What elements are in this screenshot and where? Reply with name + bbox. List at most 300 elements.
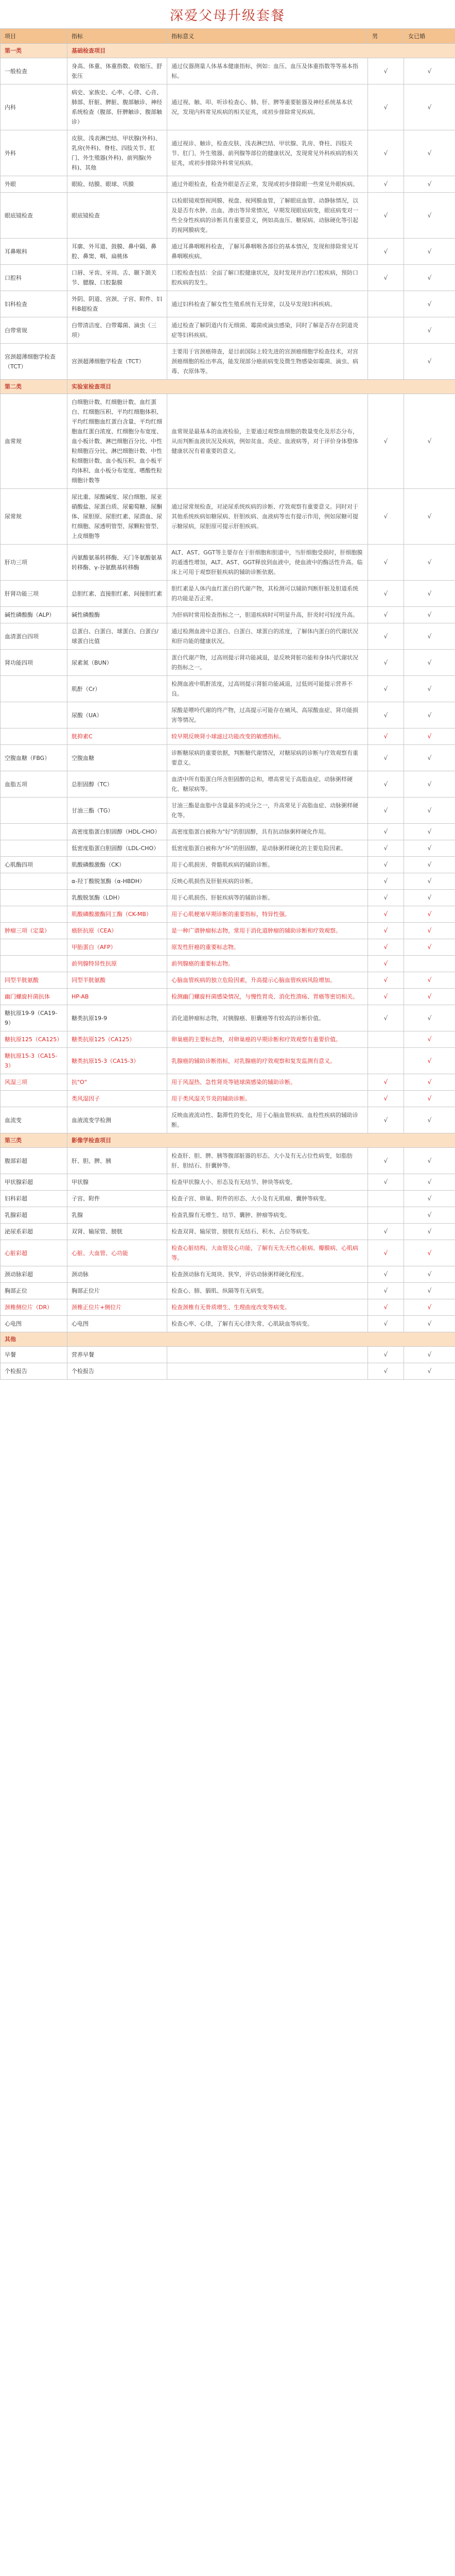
indicator-cell: 空腹血糖 — [67, 745, 167, 771]
item-cell: 甲状腺彩超 — [1, 1174, 67, 1191]
indicator-cell: 肌酸磷酸激酶同工酶（CK-MB） — [67, 906, 167, 923]
indicator-cell: 糖类抗原125（CA125） — [67, 1031, 167, 1048]
meaning-cell: 通过耳鼻咽喉科检查，了解耳鼻咽喉各部位的基本情况，发现和排除常见耳鼻咽喉疾病。 — [167, 239, 368, 265]
meaning-cell: 检查心、肺、膈肌、纵隔等有无病变。 — [167, 1283, 368, 1299]
item-cell: 同型半胱氨酸 — [1, 972, 67, 989]
female-check-cell: √ — [404, 545, 455, 581]
male-check-cell: √ — [368, 1074, 404, 1091]
female-check-cell: √ — [404, 84, 455, 130]
item-cell: 风湿三项 — [1, 1074, 67, 1091]
table-row — [1, 1091, 455, 1107]
table-row — [1, 193, 455, 239]
table-row — [1, 607, 455, 623]
female-check-cell: √ — [404, 702, 455, 728]
meaning-cell: 胆红素是人体内血红蛋白的代谢产物，其检测可以辅助判断肝脏及胆道系统的功能是否正常。 — [167, 581, 368, 607]
male-check-cell: √ — [368, 972, 404, 989]
indicator-cell: 肌酸磷酸激酶（CK） — [67, 857, 167, 873]
female-check-cell: √ — [404, 291, 455, 317]
item-cell: 肝肾功能三项 — [1, 581, 67, 607]
meaning-cell: 血常规是最基本的血液检验，主要通过观察血细胞的数量变化及形态分布，从而判断血液状况及疾病，例如贫血、炎症、血液病等，对于评价身体整体健康状况有着重要的意义。 — [167, 394, 368, 489]
indicator-cell: 丙氨酸氨基转移酶、天门冬氨酸氨基转移酶、γ-谷氨酰基转移酶 — [67, 545, 167, 581]
indicator-cell: 双肾、输尿管、膀胱 — [67, 1224, 167, 1240]
indicator-cell: 耳廓、外耳道、鼓膜、鼻中隔、鼻腔、鼻窦、咽、扁桃体 — [67, 239, 167, 265]
female-check-cell: √ — [404, 265, 455, 291]
female-check-cell: √ — [404, 581, 455, 607]
column-header-meaning: 指标意义 — [167, 29, 368, 44]
table-row — [1, 873, 455, 890]
indicator-cell: 胸部正位片 — [67, 1283, 167, 1299]
indicator-cell: 低密度脂蛋白胆固醇（LDL-CHO） — [67, 840, 167, 857]
female-check-cell: √ — [404, 1240, 455, 1266]
female-check-cell: √ — [404, 1299, 455, 1316]
table-row — [1, 745, 455, 771]
table-row — [1, 58, 455, 84]
meaning-cell: 检查甲状腺大小、形态及有无结节、肿块等病变。 — [167, 1174, 368, 1191]
female-check-cell: √ — [404, 890, 455, 906]
meaning-cell: 甘油三酯是血脂中含量最多的成分之一，升高常见于高脂血症、动脉粥样硬化等。 — [167, 798, 368, 824]
column-header-female: 女已婚 — [404, 29, 455, 44]
indicator-cell: 眼睑、结膜、眼球、巩膜 — [67, 176, 167, 193]
item-cell: 幽门螺旋杆菌抗体 — [1, 989, 67, 1005]
indicator-cell: 甘油三酯（TG） — [67, 798, 167, 824]
item-cell: 血脂五项 — [1, 771, 67, 798]
male-check-cell: √ — [368, 1266, 404, 1283]
indicator-cell: 宫颈超薄细胞学检查（TCT） — [67, 344, 167, 380]
table-row — [1, 906, 455, 923]
item-cell: 胸部正位 — [1, 1283, 67, 1299]
female-check-cell: √ — [404, 317, 455, 344]
item-cell — [1, 873, 67, 890]
female-check-cell: √ — [404, 771, 455, 798]
table-row — [1, 1363, 455, 1380]
male-check-cell: √ — [368, 239, 404, 265]
male-check-cell: √ — [368, 1148, 404, 1174]
female-check-cell: √ — [404, 239, 455, 265]
table-row — [1, 291, 455, 317]
table-row — [1, 956, 455, 972]
item-cell: 心电图 — [1, 1316, 67, 1332]
female-check-cell: √ — [404, 650, 455, 676]
meaning-cell: 通过外眼检查，检查外眼是否正常，发现或初步排除眼一些常见外眼疾病。 — [167, 176, 368, 193]
table-row — [1, 676, 455, 702]
meaning-cell: 检查双肾、输尿管、膀胱有无结石、积水、占位等病变。 — [167, 1224, 368, 1240]
item-cell: 颈动脉彩超 — [1, 1266, 67, 1283]
meaning-cell: 反映血液流动性、黏滞性的变化，用于心脑血管疾病、血栓性疾病的辅助诊断。 — [167, 1107, 368, 1133]
column-header-item: 项目 — [1, 29, 67, 44]
male-check-cell — [368, 1191, 404, 1207]
table-row — [1, 939, 455, 956]
section-name: 第三类 — [1, 1133, 67, 1148]
meaning-cell: 检查心率、心律，了解有无心律失常、心肌缺血等病变。 — [167, 1316, 368, 1332]
male-check-cell: √ — [368, 176, 404, 193]
male-check-cell: √ — [368, 956, 404, 972]
indicator-cell: 皮肤、浅表淋巴结、甲状腺(外科)、乳房(外科)、脊柱、四肢关节、肛门、外生殖器(外科)、前列腺(外科)、其他 — [67, 130, 167, 176]
male-check-cell: √ — [368, 702, 404, 728]
table-body — [1, 44, 455, 1380]
table-row — [1, 771, 455, 798]
male-check-cell — [368, 317, 404, 344]
male-check-cell: √ — [368, 265, 404, 291]
table-row — [1, 650, 455, 676]
male-check-cell — [368, 1207, 404, 1224]
female-check-cell: √ — [404, 798, 455, 824]
female-check-cell: √ — [404, 939, 455, 956]
meaning-cell: 是一种广谱肿瘤标志物，常用于消化道肿瘤的辅助诊断和疗效观察。 — [167, 923, 368, 939]
item-cell — [1, 728, 67, 745]
indicator-cell: 类风湿因子 — [67, 1091, 167, 1107]
meaning-cell: 低密度脂蛋白被称为"坏"的胆固醇，是动脉粥样硬化的主要危险因素。 — [167, 840, 368, 857]
item-cell: 妇科彩超 — [1, 1191, 67, 1207]
indicator-cell: 身高、体重、体重指数、收缩压、舒张压 — [67, 58, 167, 84]
item-cell: 口腔科 — [1, 265, 67, 291]
meaning-cell: 通过视、触、叩、听诊检查心、肺、肝、脾等重要脏器及神经系统基本状况，发现内科常见疾病的相关征兆，或初步排除常见疾病。 — [167, 84, 368, 130]
indicator-cell: 尿素氮（BUN） — [67, 650, 167, 676]
table-row — [1, 1107, 455, 1133]
item-cell: 耳鼻喉科 — [1, 239, 67, 265]
meaning-cell: 检测幽门螺旋杆菌感染情况，与慢性胃炎、消化性溃疡、胃癌等密切相关。 — [167, 989, 368, 1005]
male-check-cell: √ — [368, 1299, 404, 1316]
meaning-cell: 通过检测血液中总蛋白、白蛋白、球蛋白的浓度，了解体内蛋白的代谢状况和肝功能的健康状况。 — [167, 623, 368, 650]
table-row — [1, 1299, 455, 1316]
item-cell: 糖抗原19-9（CA19-9） — [1, 1005, 67, 1031]
indicator-cell: 尿酸（UA） — [67, 702, 167, 728]
meaning-cell: 检查颈椎有无骨质增生、生理曲度改变等病变。 — [167, 1299, 368, 1316]
male-check-cell: √ — [368, 873, 404, 890]
section-row — [1, 380, 455, 394]
table-header-row — [1, 29, 455, 44]
female-check-cell: √ — [404, 1224, 455, 1240]
indicator-cell: 营养早餐 — [67, 1347, 167, 1363]
indicator-cell: 颈动脉 — [67, 1266, 167, 1283]
male-check-cell: √ — [368, 890, 404, 906]
meaning-cell: 用于心肌损害、骨骼肌疾病的辅助诊断。 — [167, 857, 368, 873]
item-cell: 血流变 — [1, 1107, 67, 1133]
table-row — [1, 84, 455, 130]
female-check-cell: √ — [404, 1207, 455, 1224]
meaning-cell: 原发性肝癌的重要标志物。 — [167, 939, 368, 956]
female-check-cell: √ — [404, 745, 455, 771]
male-check-cell: √ — [368, 1240, 404, 1266]
item-cell: 肝功三项 — [1, 545, 67, 581]
indicator-cell: 个检报告 — [67, 1363, 167, 1380]
female-check-cell: √ — [404, 607, 455, 623]
indicator-cell: 外阴、阴道、宫颈、子宫、附件、妇科B超检查 — [67, 291, 167, 317]
female-check-cell: √ — [404, 728, 455, 745]
indicator-cell: 糖类抗原19-9 — [67, 1005, 167, 1031]
section-row — [1, 44, 455, 58]
table-row — [1, 317, 455, 344]
female-check-cell: √ — [404, 1091, 455, 1107]
table-row — [1, 1174, 455, 1191]
table-row — [1, 239, 455, 265]
meaning-cell — [167, 1347, 368, 1363]
meaning-cell: 用于心肌损伤、肝脏疾病等的辅助诊断。 — [167, 890, 368, 906]
female-check-cell: √ — [404, 394, 455, 489]
indicator-cell: 血液流变学检测 — [67, 1107, 167, 1133]
item-cell — [1, 702, 67, 728]
item-cell — [1, 939, 67, 956]
meaning-cell: 蛋白代谢产物，过高则提示肾功能减退，是反映肾脏功能和身体内代谢状况的指标之一。 — [167, 650, 368, 676]
section-name: 其他 — [1, 1332, 67, 1347]
indicator-cell: 碱性磷酸酶 — [67, 607, 167, 623]
section-subtitle — [67, 1332, 455, 1347]
indicator-cell: 甲胎蛋白（AFP） — [67, 939, 167, 956]
table-row — [1, 1207, 455, 1224]
section-row — [1, 1332, 455, 1347]
item-cell: 早餐 — [1, 1347, 67, 1363]
item-cell: 腹部彩超 — [1, 1148, 67, 1174]
table-row — [1, 1031, 455, 1048]
table-row — [1, 1224, 455, 1240]
meaning-cell: 为肝病时常用检查指标之一，胆道疾病时可明显升高，肝炎时可轻度升高。 — [167, 607, 368, 623]
section-subtitle: 基础检查项目 — [67, 44, 455, 58]
male-check-cell: √ — [368, 545, 404, 581]
indicator-cell: 颈椎正位片+侧位片 — [67, 1299, 167, 1316]
table-row — [1, 1074, 455, 1091]
female-check-cell: √ — [404, 1074, 455, 1091]
meaning-cell: 通过仪器测量人体基本健康指标，例如：血压、血压及体重指数等等基本指标。 — [167, 58, 368, 84]
male-check-cell: √ — [368, 1347, 404, 1363]
female-check-cell: √ — [404, 676, 455, 702]
female-check-cell: √ — [404, 824, 455, 840]
meaning-cell: 血清中所有脂蛋白所含胆固醇的总和，增高常见于高脂血症、动脉粥样硬化、糖尿病等。 — [167, 771, 368, 798]
male-check-cell: √ — [368, 728, 404, 745]
item-cell — [1, 906, 67, 923]
female-check-cell: √ — [404, 873, 455, 890]
indicator-cell: 同型半胱氨酸 — [67, 972, 167, 989]
female-check-cell: √ — [404, 972, 455, 989]
indicator-cell: 白带清洁度、白带霉菌、滴虫（三项） — [67, 317, 167, 344]
indicator-cell: 总胆固醇（TC） — [67, 771, 167, 798]
indicator-cell: 癌胚抗原（CEA） — [67, 923, 167, 939]
table-row — [1, 1283, 455, 1299]
male-check-cell — [368, 344, 404, 380]
male-check-cell: √ — [368, 607, 404, 623]
male-check-cell: √ — [368, 824, 404, 840]
table-row — [1, 1191, 455, 1207]
female-check-cell: √ — [404, 130, 455, 176]
item-cell: 个检报告 — [1, 1363, 67, 1380]
indicator-cell: 子宫、附件 — [67, 1191, 167, 1207]
meaning-cell: 检查子宫、卵巢、附件的形态、大小及有无肌瘤、囊肿等病变。 — [167, 1191, 368, 1207]
meaning-cell: 诊断糖尿病的重要依据，判断糖代谢情况，对糖尿病的诊断与疗效观察有重要意义。 — [167, 745, 368, 771]
male-check-cell: √ — [368, 1363, 404, 1380]
indicator-cell: 口唇、牙齿、牙周、舌、颞下颌关节、腮腺、口腔黏膜 — [67, 265, 167, 291]
female-check-cell: √ — [404, 857, 455, 873]
item-cell: 空腹血糖（FBG） — [1, 745, 67, 771]
column-header-indicator: 指标 — [67, 29, 167, 44]
male-check-cell: √ — [368, 840, 404, 857]
meaning-cell: 通过尿常规检查，对泌尿系统疾病的诊断、疗效观察有重要意义。同时对于其他系统疾病如糖尿病、肝胆疾病、血液病等也有提示作用，例如尿糖可提示糖尿病，尿胆原可提示肝胆疾病。 — [167, 489, 368, 545]
meaning-cell: 用于风湿热、急性肾炎等链球菌感染的辅助诊断。 — [167, 1074, 368, 1091]
table-row — [1, 623, 455, 650]
female-check-cell: √ — [404, 1048, 455, 1074]
meaning-cell: 通过妇科检查了解女性生殖系统有无异常，以及早发现妇科疾病。 — [167, 291, 368, 317]
male-check-cell: √ — [368, 923, 404, 939]
female-check-cell: √ — [404, 1107, 455, 1133]
table-row — [1, 1240, 455, 1266]
male-check-cell: √ — [368, 1005, 404, 1031]
indicator-cell: 胱抑素C — [67, 728, 167, 745]
indicator-cell: 总胆红素、直接胆红素、间接胆红素 — [67, 581, 167, 607]
item-cell: 妇科检查 — [1, 291, 67, 317]
table-row — [1, 1347, 455, 1363]
item-cell: 尿常规 — [1, 489, 67, 545]
table-row — [1, 545, 455, 581]
table-row — [1, 1005, 455, 1031]
table-row — [1, 923, 455, 939]
female-check-cell: √ — [404, 989, 455, 1005]
table-row — [1, 824, 455, 840]
meaning-cell: 检查肝、胆、脾、胰等腹部脏器的形态、大小及有无占位性病变，如脂肪肝、胆结石、肝囊肿等。 — [167, 1148, 368, 1174]
table-row — [1, 840, 455, 857]
table-row — [1, 394, 455, 489]
indicator-cell: 糖类抗原15-3（CA15-3） — [67, 1048, 167, 1074]
male-check-cell: √ — [368, 906, 404, 923]
table-row — [1, 989, 455, 1005]
female-check-cell: √ — [404, 1174, 455, 1191]
female-check-cell: √ — [404, 840, 455, 857]
meaning-cell: 口腔检查包括：全面了解口腔健康状况，及时发现并治疗口腔疾病，预防口腔疾病的发生。 — [167, 265, 368, 291]
male-check-cell: √ — [368, 1107, 404, 1133]
item-cell: 肾功能四项 — [1, 650, 67, 676]
section-subtitle: 影像学检查项目 — [67, 1133, 455, 1148]
male-check-cell: √ — [368, 989, 404, 1005]
section-subtitle: 实验室检查项目 — [67, 380, 455, 394]
item-cell — [1, 1091, 67, 1107]
item-cell — [1, 890, 67, 906]
male-check-cell — [368, 1031, 404, 1048]
meaning-cell: 主要用于宫颈癌筛查，是目前国际上较先进的宫颈癌细胞学检查技术，对宫颈癌细胞的检出率高，能发现部分癌前病变及微生物感染如霉菌、滴虫、病毒、衣原体等。 — [167, 344, 368, 380]
male-check-cell: √ — [368, 1091, 404, 1107]
female-check-cell — [404, 956, 455, 972]
female-check-cell: √ — [404, 1005, 455, 1031]
female-check-cell: √ — [404, 58, 455, 84]
male-check-cell: √ — [368, 193, 404, 239]
meaning-cell: 高密度脂蛋白被称为"好"的胆固醇，具有抗动脉粥样硬化作用。 — [167, 824, 368, 840]
meaning-cell: 尿酸是嘌呤代谢的终产物，过高提示可能存在痛风、高尿酸血症、肾功能损害等情况。 — [167, 702, 368, 728]
item-cell: 血清蛋白四项 — [1, 623, 67, 650]
item-cell — [1, 824, 67, 840]
item-cell: 糖抗原125（CA125） — [1, 1031, 67, 1048]
item-cell — [1, 840, 67, 857]
female-check-cell: √ — [404, 1363, 455, 1380]
indicator-cell: 肝、胆、脾、胰 — [67, 1148, 167, 1174]
section-name: 第一类 — [1, 44, 67, 58]
meaning-cell: 乳腺癌的辅助诊断指标，对乳腺癌的疗效观察和复发监测有意义。 — [167, 1048, 368, 1074]
item-cell: 颈椎侧位片（DR） — [1, 1299, 67, 1316]
meaning-cell: 反映心肌损伤及肝脏疾病的诊断。 — [167, 873, 368, 890]
meaning-cell: ALT、AST、GGT等主要存在于肝细胞和胆道中，当肝细胞受损时，肝细胞膜的通透性增加，ALT、AST、GGT释放到血液中，使血液中的酶活性升高。临床上可用于观察肝脏疾病的辅助诊断依据。 — [167, 545, 368, 581]
female-check-cell: √ — [404, 1347, 455, 1363]
item-cell: 内科 — [1, 84, 67, 130]
female-check-cell: √ — [404, 1148, 455, 1174]
item-cell: 糖抗原15-3（CA15-3） — [1, 1048, 67, 1074]
male-check-cell: √ — [368, 623, 404, 650]
male-check-cell: √ — [368, 798, 404, 824]
table-row — [1, 265, 455, 291]
meaning-cell: 用于心肌梗塞早期诊断的重要指标，特异性强。 — [167, 906, 368, 923]
item-cell: 白带常规 — [1, 317, 67, 344]
item-cell: 外科 — [1, 130, 67, 176]
meaning-cell: 卵巢癌的主要标志物，对卵巢癌的早期诊断和疗效观察有重要价值。 — [167, 1031, 368, 1048]
item-cell: 眼底镜检查 — [1, 193, 67, 239]
meaning-cell: 检查颈动脉有无斑块、狭窄，评估动脉粥样硬化程度。 — [167, 1266, 368, 1283]
indicator-cell: 前列腺特异性抗原 — [67, 956, 167, 972]
female-check-cell: √ — [404, 1283, 455, 1299]
female-check-cell: √ — [404, 906, 455, 923]
table-row — [1, 344, 455, 380]
indicator-cell: 甲状腺 — [67, 1174, 167, 1191]
item-cell — [1, 676, 67, 702]
table-row — [1, 798, 455, 824]
male-check-cell — [368, 1048, 404, 1074]
female-check-cell: √ — [404, 193, 455, 239]
male-check-cell: √ — [368, 1316, 404, 1332]
male-check-cell: √ — [368, 857, 404, 873]
indicator-cell: 抗"O" — [67, 1074, 167, 1091]
item-cell: 一般检查 — [1, 58, 67, 84]
indicator-cell: 心脏、大血管、心功能 — [67, 1240, 167, 1266]
male-check-cell: √ — [368, 84, 404, 130]
meaning-cell: 以检眼镜观察视网膜、视盘、视网膜血管，了解眼底血管、动静脉情况，以及是否有水肿、出血、渗出等异常情况，早期发现眼底病变，眼底病变对一些全身性疾病的诊断具有重要意义，例如高血压、糖尿病、动脉硬化等引起的视网膜病变。 — [167, 193, 368, 239]
item-cell: 外眼 — [1, 176, 67, 193]
meaning-cell: 通过检查了解阴道内有无细菌、霉菌或滴虫感染，同时了解是否存在阴道炎症等妇科疾病。 — [167, 317, 368, 344]
meaning-cell: 通过视诊、触诊，检查皮肤、浅表淋巴结、甲状腺、乳房、脊柱、四肢关节、肛门、外生殖器、前列腺等部位的健康状况，发现常见外科疾病的相关征兆，或初步排除外科常见疾病。 — [167, 130, 368, 176]
table-row — [1, 1266, 455, 1283]
male-check-cell: √ — [368, 1224, 404, 1240]
item-cell: 心肌酶四项 — [1, 857, 67, 873]
meaning-cell — [167, 1363, 368, 1380]
column-header-male: 男 — [368, 29, 404, 44]
table-row — [1, 1048, 455, 1074]
table-row — [1, 702, 455, 728]
page-title: 深爱父母升级套餐 — [169, 8, 285, 24]
meaning-cell: 较早期反映肾小球滤过功能改变的敏感指标。 — [167, 728, 368, 745]
indicator-cell: 乳腺 — [67, 1207, 167, 1224]
meaning-cell: 心脑血管疾病的独立危险因素，升高提示心脑血管疾病风险增加。 — [167, 972, 368, 989]
table-row — [1, 581, 455, 607]
indicator-cell: HP-AB — [67, 989, 167, 1005]
meaning-cell: 检查心脏结构、大血管及心功能，了解有无先天性心脏病、瓣膜病、心肌病等。 — [167, 1240, 368, 1266]
section-name: 第二类 — [1, 380, 67, 394]
indicator-cell: 总蛋白、白蛋白、球蛋白、白蛋白/球蛋白比值 — [67, 623, 167, 650]
male-check-cell: √ — [368, 581, 404, 607]
package-table — [0, 28, 455, 1380]
male-check-cell: √ — [368, 676, 404, 702]
item-cell: 肿瘤三项（定量） — [1, 923, 67, 939]
male-check-cell: √ — [368, 771, 404, 798]
item-cell: 血常规 — [1, 394, 67, 489]
male-check-cell: √ — [368, 130, 404, 176]
indicator-cell: 肌酐（Cr） — [67, 676, 167, 702]
indicator-cell: 尿比重、尿酸碱度、尿白细胞、尿亚硝酸盐、尿蛋白质、尿葡萄糖、尿酮体、尿胆原、尿胆红素、尿潜血、尿红细胞、尿透明管型、尿颗粒管型、上皮细胞等 — [67, 489, 167, 545]
table-row — [1, 176, 455, 193]
meaning-cell: 消化道肿瘤标志物，对胰腺癌、胆囊癌等有较高的诊断价值。 — [167, 1005, 368, 1031]
female-check-cell: √ — [404, 1316, 455, 1332]
item-cell: 心脏彩超 — [1, 1240, 67, 1266]
table-row — [1, 489, 455, 545]
meaning-cell: 检测血液中肌酐浓度，过高则提示肾脏功能减退，过低则可能提示营养不良。 — [167, 676, 368, 702]
table-row — [1, 728, 455, 745]
female-check-cell: √ — [404, 1266, 455, 1283]
indicator-cell: 病史、家族史、心率、心律、心音、肺部、肝脏、脾脏、腹部触诊、神经系统检查（腹部、肝脾触诊、腹部触诊） — [67, 84, 167, 130]
table-row — [1, 972, 455, 989]
table-row — [1, 130, 455, 176]
indicator-cell: 乳酸脱氢酶（LDH） — [67, 890, 167, 906]
meaning-cell: 检查乳腺有无增生、结节、囊肿、肿瘤等病变。 — [167, 1207, 368, 1224]
male-check-cell: √ — [368, 394, 404, 489]
